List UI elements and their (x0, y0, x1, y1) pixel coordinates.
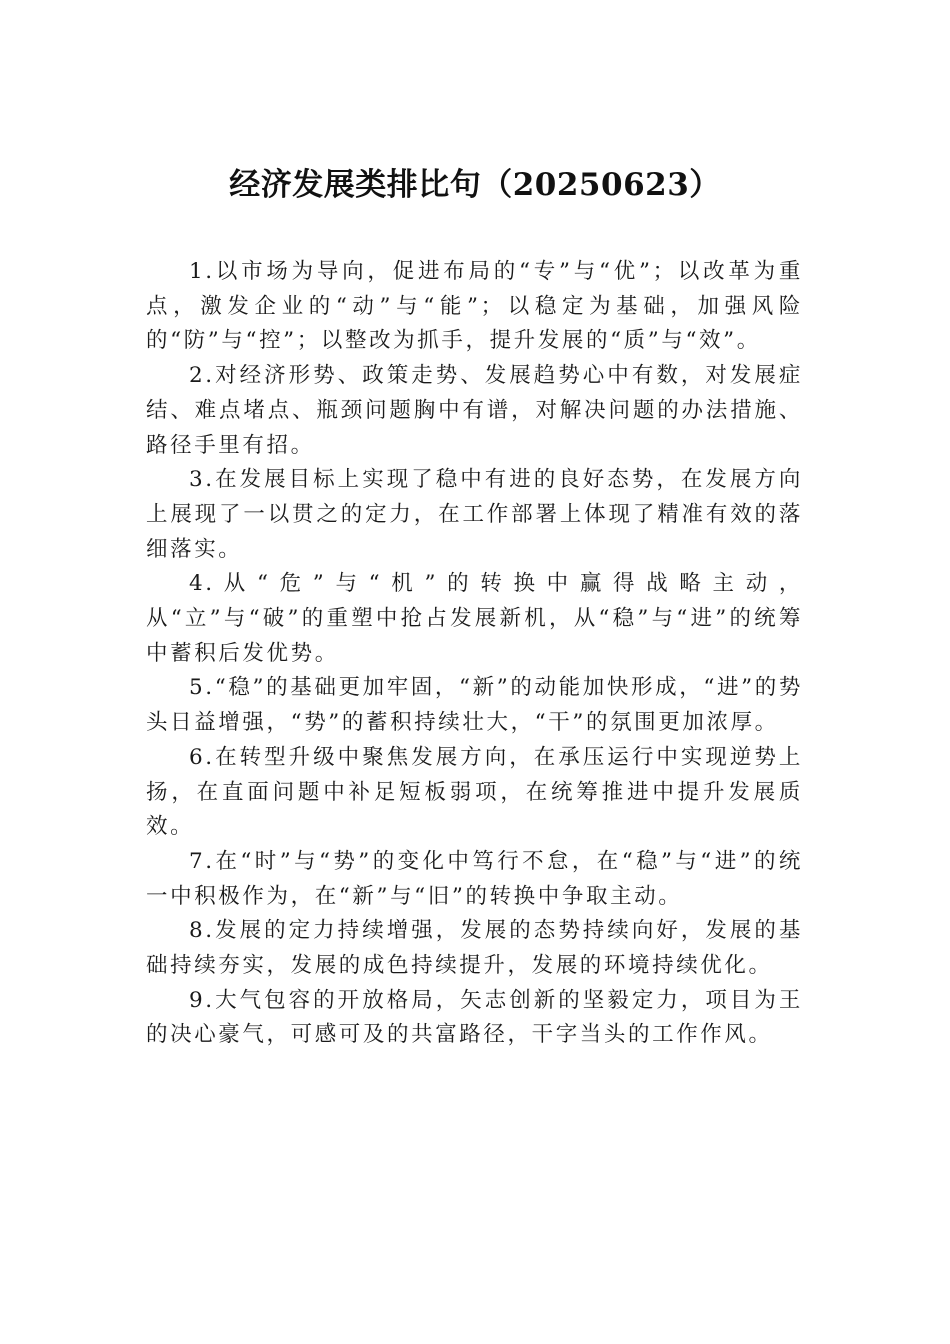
paragraph-7: 7.在“时”与“势”的变化中笃行不怠，在“稳”与“进”的统一中积极作为，在“新”与“旧”的转换中争取主动。 (146, 848, 803, 909)
paragraph-1: 1.以市场为导向，促进布局的“专”与“优”；以改革为重点，激发企业的“动”与“能”；以稳定为基础，加强风险的“防”与“控”；以整改为抓手，提升发展的“质”与“效”。 (146, 259, 803, 354)
paragraph-6: 6.在转型升级中聚焦发展方向，在承压运行中实现逆势上扬，在直面问题中补足短板弱项，在统筹推进中提升发展质效。 (146, 744, 803, 840)
paragraph-8: 8.发展的定力持续增强，发展的态势持续向好，发展的基础持续夯实，发展的成色持续提升，发展的环境持续优化。 (146, 918, 803, 979)
paragraph-3: 3.在发展目标上实现了稳中有进的良好态势，在发展方向上展现了一以贯之的定力，在工作部署上体现了精准有效的落细落实。 (146, 467, 803, 562)
paragraph-2: 2.对经济形势、政策走势、发展趋势心中有数，对发展症结、难点堵点、瓶颈问题胸中有谱，对解决问题的办法措施、路径手里有招。 (146, 363, 803, 458)
paragraph-4: 4.从“危”与“机”的转换中赢得战略主动，从“立”与“破”的重塑中抢占发展新机，从“稳”与“进”的统筹中蓄积后发优势。 (146, 571, 803, 666)
document-title: 经济发展类排比句（20250623） (229, 167, 721, 203)
document-body (146, 255, 803, 1053)
paragraph-9: 9.大气包容的开放格局，矢志创新的坚毅定力，项目为王的决心豪气，可感可及的共富路径，干字当头的工作作风。 (146, 987, 803, 1048)
paragraph-5: 5.“稳”的基础更加牢固，“新”的动能加快形成，“进”的势头日益增强，“势”的蓄积持续壮大，“干”的氛围更加浓厚。 (146, 675, 803, 736)
